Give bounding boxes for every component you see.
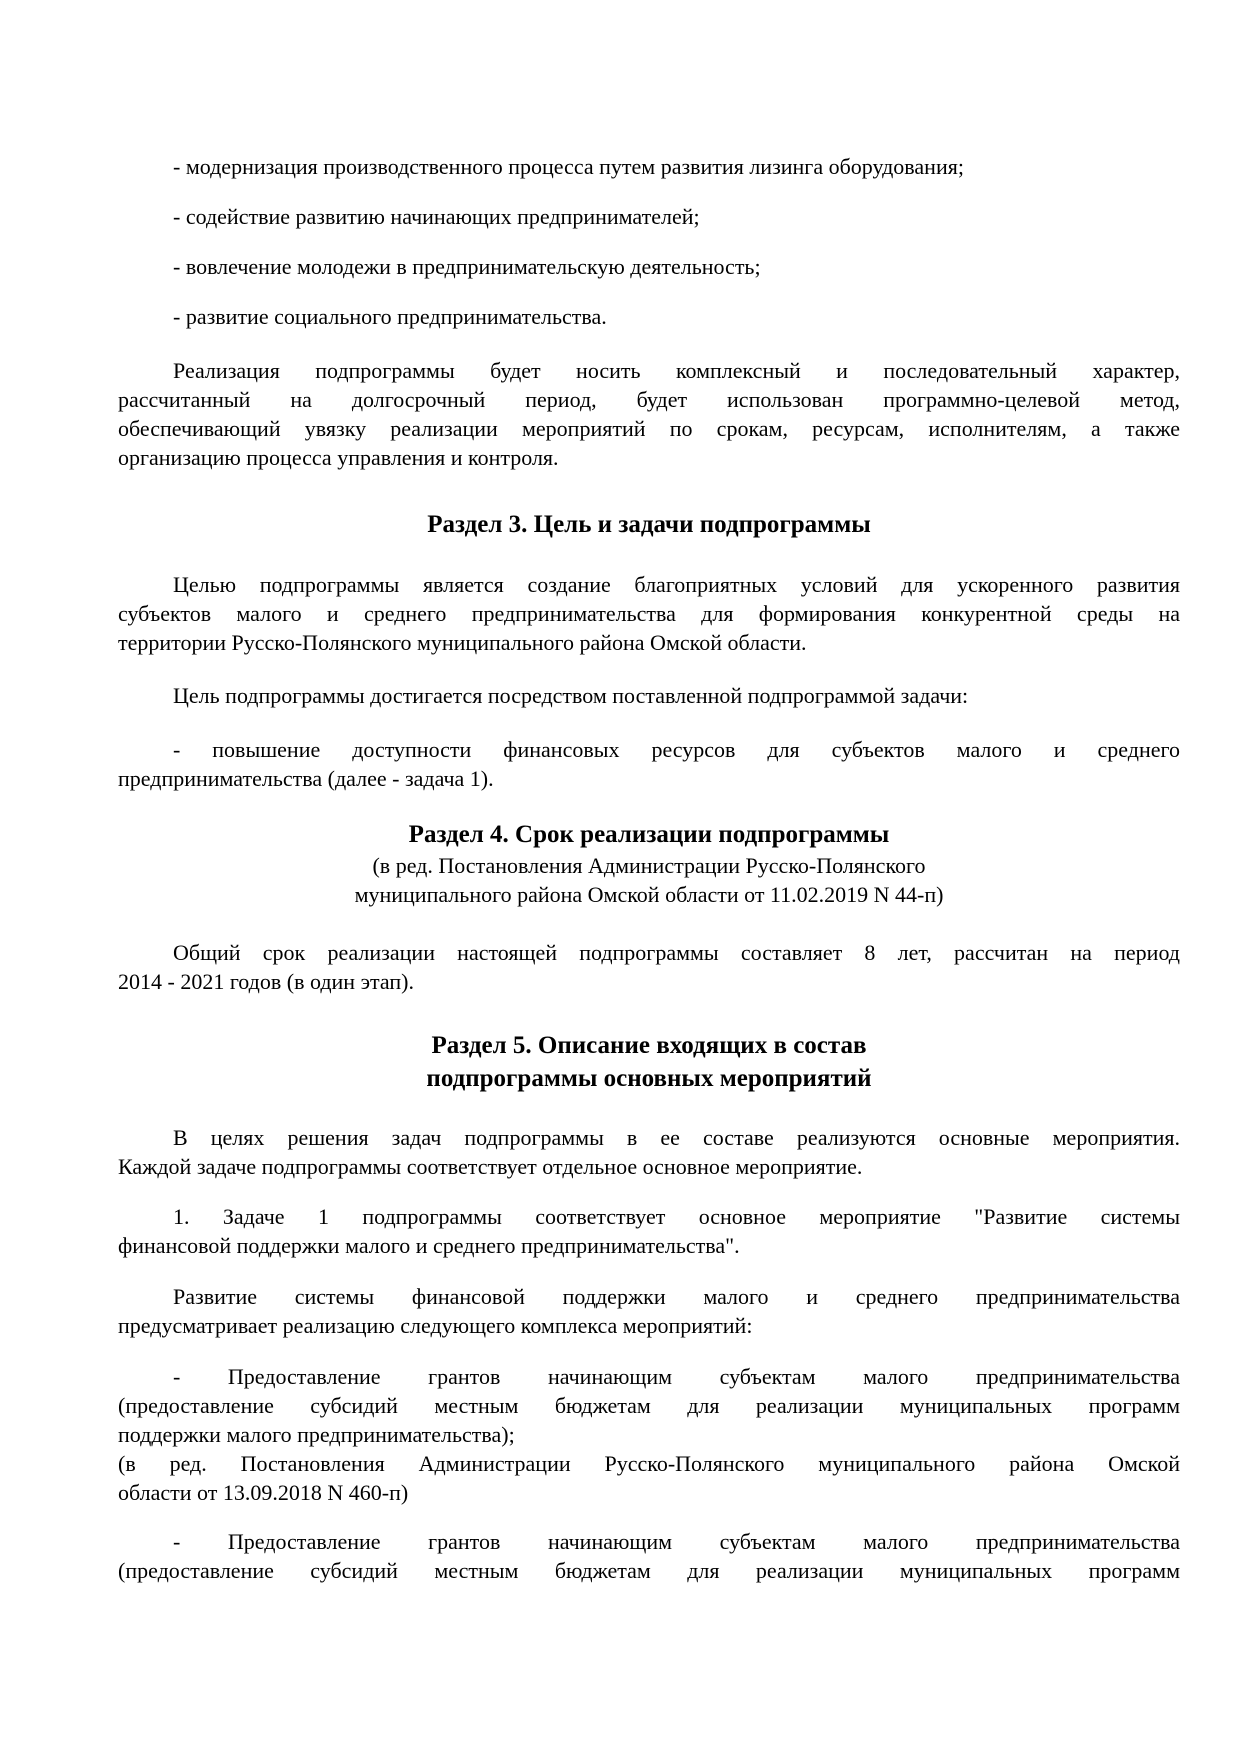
paragraph-system [118,1282,1180,1340]
title-line: Раздел 5. Описание входящих в состав [431,1032,867,1059]
paragraph-grants-1 [118,1362,1180,1507]
text-line: области от 13.09.2018 N 460-п) [118,1480,409,1505]
text-line: финансовой поддержки малого и среднего предпринимательства". [118,1233,740,1258]
text-line: рассчитанный на долгосрочный период, будет использован программно-целевой метод, [118,387,1180,412]
text-line: (в ред. Постановления Администрации Русско-Полянского [372,853,926,878]
text-line: обеспечивающий увязку реализации мероприятий по срокам, ресурсам, исполнителям, а также [118,416,1180,441]
text-line: (предоставление субсидий местным бюджетам для реализации муниципальных программ [118,1393,1180,1418]
text-line: предусматривает реализацию следующего комплекса мероприятий: [118,1313,753,1338]
paragraph-goal [118,570,1180,657]
paragraph-achieved: Цель подпрограммы достигается посредством поставленной подпрограммой задачи: [173,683,969,708]
text-line: (предоставление субсидий местным бюджетам для реализации муниципальных программ [118,1558,1180,1583]
text-line: Развитие системы финансовой поддержки малого и среднего предпринимательства [173,1284,1180,1309]
text-line: - повышение доступности финансовых ресурсов для субъектов малого и среднего [173,737,1180,762]
paragraph-term [118,938,1180,996]
paragraph-task1 [118,1202,1180,1260]
title-line: подпрограммы основных мероприятий [426,1065,872,1092]
text-line: предпринимательства (далее - задача 1). [118,766,494,791]
text-line: 1. Задаче 1 подпрограммы соответствует основное мероприятие "Развитие системы [173,1204,1180,1229]
text-line: субъектов малого и среднего предпринимательства для формирования конкурентной среды на [118,601,1180,626]
text-line: муниципального района Омской области от 11.02.2019 N 44-п) [354,882,944,907]
list-item: - развитие социального предпринимательства. [173,304,607,329]
section-3-title: Раздел 3. Цель и задачи подпрограммы [427,511,871,538]
text-line: В целях решения задач подпрограммы в ее составе реализуются основные мероприятия. [173,1125,1180,1150]
section-5-title [118,1029,1180,1095]
text-line: территории Русско-Полянского муниципального района Омской области. [118,630,807,655]
list-item: - содействие развитию начинающих предпринимателей; [173,204,700,229]
text-line: (в ред. Постановления Администрации Русско-Полянского муниципального района Омской [118,1451,1180,1476]
text-line: - Предоставление грантов начинающим субъектам малого предпринимательства [173,1364,1180,1389]
paragraph-grants-2 [118,1527,1180,1585]
paragraph-intro [118,1123,1180,1181]
text-line: Целью подпрограммы является создание благоприятных условий для ускоренного развития [173,572,1180,597]
text-line: Каждой задаче подпрограммы соответствует отдельное основное мероприятие. [118,1154,863,1179]
text-line: - Предоставление грантов начинающим субъектам малого предпринимательства [173,1529,1180,1554]
text-line: 2014 - 2021 годов (в один этап). [118,969,414,994]
list-item: - вовлечение молодежи в предпринимательскую деятельность; [173,254,761,279]
text-line: поддержки малого предпринимательства); [118,1422,515,1447]
section-4-title: Раздел 4. Срок реализации подпрограммы [408,821,890,848]
paragraph-task [118,735,1180,793]
text-line: Реализация подпрограммы будет носить комплексный и последовательный характер, [173,358,1180,383]
list-item: - модернизация производственного процесса путем развития лизинга оборудования; [173,154,964,179]
text-line: организацию процесса управления и контроля. [118,445,559,470]
section-4-amendment-note [118,851,1180,909]
paragraph-realization [118,356,1180,472]
text-line: Общий срок реализации настоящей подпрограммы составляет 8 лет, рассчитан на период [173,940,1180,965]
